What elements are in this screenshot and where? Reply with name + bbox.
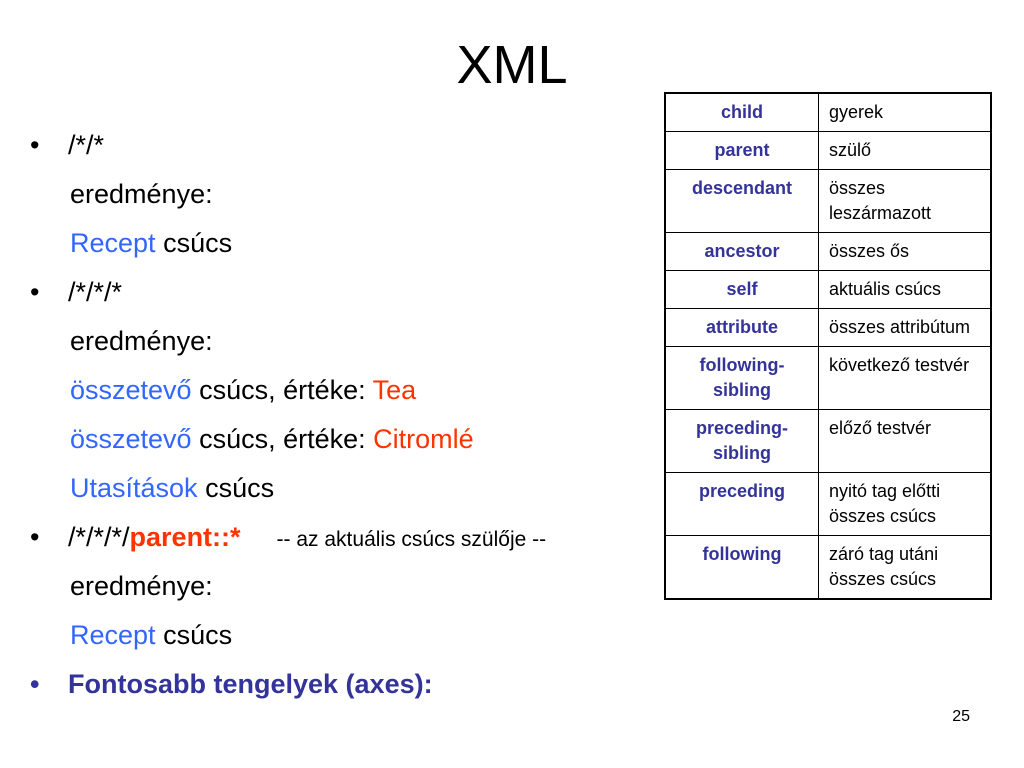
axis-name-cell: attribute: [665, 309, 819, 347]
bullet-item: [30, 273, 660, 322]
result-node-line: [30, 616, 660, 665]
result-label: eredménye:: [70, 179, 213, 209]
axis-meaning-cell: záró tag utáni összes csúcs: [819, 536, 992, 600]
node-mid: csúcs, értéke:: [191, 375, 373, 405]
axes-table-row: [665, 536, 991, 600]
bullet-dot: •: [30, 130, 40, 160]
page-number: 25: [952, 708, 970, 725]
bullet-item: [30, 665, 660, 714]
node-name: Recept: [70, 620, 156, 650]
node-name: összetevő: [70, 424, 192, 454]
xpath-expression: /*/*/*/: [68, 522, 130, 552]
axes-table-row: [665, 271, 991, 309]
axes-table-row: [665, 347, 991, 410]
axis-meaning-cell: összes leszármazott: [819, 170, 992, 233]
node-name: összetevő: [70, 375, 192, 405]
result-label-line: [30, 322, 660, 371]
axis-name-cell: self: [665, 271, 819, 309]
xpath-expression: /*/*/*: [68, 277, 123, 307]
axis-name-cell: child: [665, 93, 819, 132]
axes-table-row: [665, 233, 991, 271]
axis-meaning-cell: nyitó tag előtti összes csúcs: [819, 473, 992, 536]
result-node-line: [30, 420, 660, 469]
node-name: Recept: [70, 228, 156, 258]
axis-meaning-cell: szülő: [819, 132, 992, 170]
result-node-line: [30, 224, 660, 273]
bullet-dot: •: [30, 669, 40, 699]
axis-meaning-cell: előző testvér: [819, 410, 992, 473]
axes-table-row: [665, 309, 991, 347]
node-suffix: csúcs: [197, 473, 275, 503]
result-label-line: [30, 567, 660, 616]
node-name: Utasítások: [70, 473, 198, 503]
bullet-item: [30, 126, 660, 175]
axes-table-row: [665, 93, 991, 132]
node-value: Citromlé: [373, 424, 474, 454]
slide-title: XML: [456, 35, 568, 95]
axis-name-cell: preceding: [665, 473, 819, 536]
result-label-line: [30, 175, 660, 224]
node-suffix: csúcs: [155, 620, 233, 650]
bullet-list: [30, 126, 660, 714]
xpath-comment: -- az aktuális csúcs szülője --: [276, 528, 547, 551]
axis-name-cell: ancestor: [665, 233, 819, 271]
bullet-item: [30, 518, 660, 567]
node-suffix: csúcs: [155, 228, 233, 258]
result-node-line: [30, 371, 660, 420]
axes-table-body: [665, 93, 991, 599]
axis-meaning-cell: aktuális csúcs: [819, 271, 992, 309]
node-mid: csúcs, értéke:: [191, 424, 374, 454]
axis-meaning-cell: következő testvér: [819, 347, 992, 410]
axes-heading: Fontosabb tengelyek (axes):: [68, 669, 433, 699]
xpath-expression: /*/*: [68, 130, 105, 160]
bullet-dot: •: [30, 522, 40, 552]
axis-name-cell: descendant: [665, 170, 819, 233]
axis-meaning-cell: összes ős: [819, 233, 992, 271]
node-value: Tea: [372, 375, 417, 405]
axes-table-row: [665, 473, 991, 536]
bullet-dot: •: [30, 277, 40, 307]
result-label: eredménye:: [70, 326, 213, 356]
axis-meaning-cell: összes attribútum: [819, 309, 992, 347]
axis-name-cell: following: [665, 536, 819, 600]
axis-meaning-cell: gyerek: [819, 93, 992, 132]
axes-table-row: [665, 410, 991, 473]
axis-name-cell: parent: [665, 132, 819, 170]
result-node-line: [30, 469, 660, 518]
axes-table: [664, 92, 992, 600]
axes-table-row: [665, 132, 991, 170]
axis-name-cell: following-sibling: [665, 347, 819, 410]
result-label: eredménye:: [70, 571, 213, 601]
axes-table-row: [665, 170, 991, 233]
xpath-axis: parent::*: [129, 522, 241, 552]
axis-name-cell: preceding-sibling: [665, 410, 819, 473]
